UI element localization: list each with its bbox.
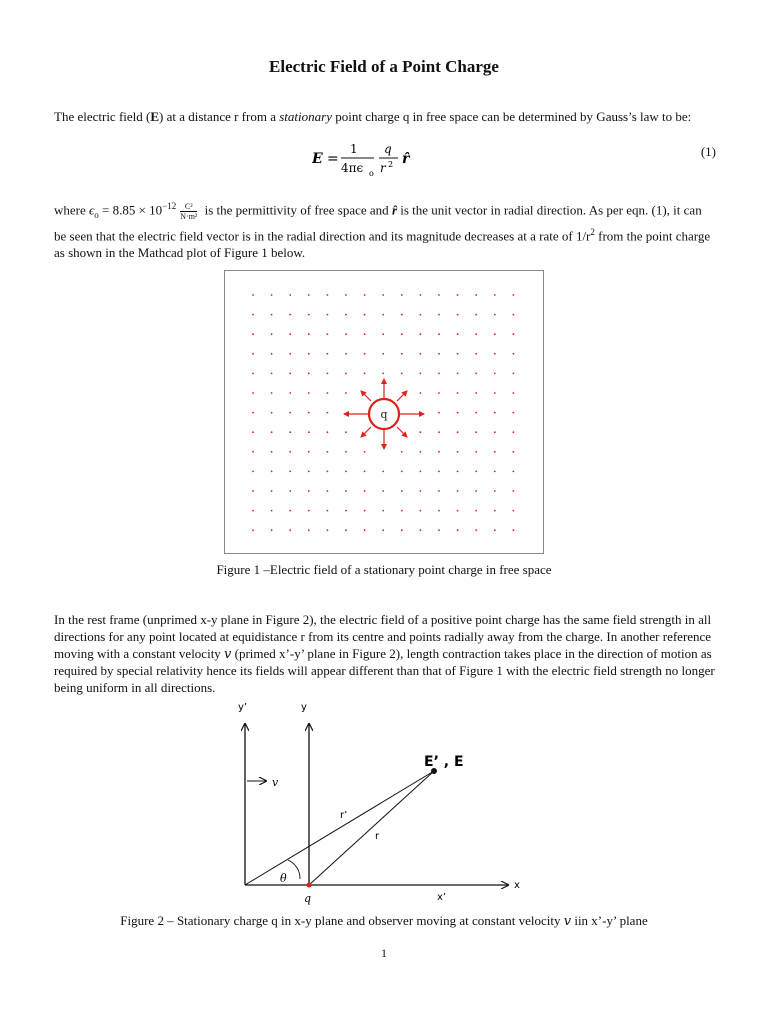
field-dot <box>252 314 254 316</box>
field-dot <box>345 510 347 512</box>
field-dot <box>382 510 384 512</box>
field-dot <box>327 353 329 355</box>
field-dot <box>271 373 273 375</box>
figure-2-caption: Figure 2 – Stationary charge q in x-y plane and observer moving at constant velocity 𝑣 iin x’-y’ plane <box>120 913 648 928</box>
field-dot <box>289 490 291 492</box>
field-dot <box>420 431 422 433</box>
coulomb-equation <box>312 138 462 180</box>
field-dot <box>401 490 403 492</box>
field-dot <box>438 412 440 414</box>
field-dot <box>308 529 310 531</box>
field-dot <box>289 431 291 433</box>
field-dot <box>401 510 403 512</box>
field-dot <box>327 333 329 335</box>
field-dot <box>252 412 254 414</box>
field-dot <box>457 373 459 375</box>
field-dot <box>457 490 459 492</box>
field-arrow-downright <box>397 427 407 437</box>
field-dot <box>252 431 254 433</box>
field-dot <box>513 392 515 394</box>
field-dot <box>382 294 384 296</box>
field-dot <box>420 471 422 473</box>
field-dot <box>327 392 329 394</box>
field-dot <box>252 392 254 394</box>
field-dot <box>252 333 254 335</box>
field-dot <box>457 431 459 433</box>
field-dot <box>475 353 477 355</box>
field-arrow-upleft <box>361 391 371 401</box>
field-dot <box>475 431 477 433</box>
field-dot <box>289 510 291 512</box>
field-dot <box>475 451 477 453</box>
field-dot <box>289 333 291 335</box>
field-dot <box>364 451 366 453</box>
field-dot <box>345 294 347 296</box>
field-dot <box>327 451 329 453</box>
field-dot <box>308 471 310 473</box>
field-dot <box>271 412 273 414</box>
field-dot <box>382 529 384 531</box>
field-dot <box>401 529 403 531</box>
field-dot <box>271 451 273 453</box>
velocity-label: 𝑣 <box>272 776 279 789</box>
intro-paragraph: The electric field (E) at a distance r from a stationary point charge q in free space can be determined by Gauss’s law to be: <box>54 109 692 124</box>
field-dot <box>457 529 459 531</box>
field-arrow-downleft <box>361 427 371 437</box>
field-dot <box>308 412 310 414</box>
axis-label-xprime: x’ <box>437 892 447 903</box>
field-dot <box>420 294 422 296</box>
field-dot <box>327 529 329 531</box>
field-dot <box>513 373 515 375</box>
eq-numerator-q: q <box>384 142 392 156</box>
field-dot <box>420 490 422 492</box>
field-dot <box>494 510 496 512</box>
r-label: r <box>375 831 380 842</box>
field-dot <box>401 451 403 453</box>
field-dot <box>364 510 366 512</box>
field-dot <box>494 412 496 414</box>
axis-label-x: x <box>514 880 520 891</box>
field-dot <box>252 353 254 355</box>
field-dot <box>345 490 347 492</box>
field-dot <box>364 294 366 296</box>
field-dot <box>308 451 310 453</box>
eq-subscript-o: o <box>369 169 374 178</box>
field-dot <box>513 471 515 473</box>
field-dot <box>289 392 291 394</box>
field-dot <box>457 333 459 335</box>
field-dot <box>420 529 422 531</box>
field-dot <box>289 451 291 453</box>
field-dot <box>401 314 403 316</box>
figure-1-caption: Figure 1 –Electric field of a stationary point charge in free space <box>216 562 552 577</box>
field-dot <box>457 314 459 316</box>
field-dot <box>289 529 291 531</box>
field-dot <box>401 353 403 355</box>
field-dot <box>364 314 366 316</box>
field-dot <box>401 294 403 296</box>
field-dot <box>289 314 291 316</box>
field-dot <box>327 490 329 492</box>
field-dot <box>438 392 440 394</box>
field-dot <box>289 353 291 355</box>
field-dot <box>271 353 273 355</box>
field-dot <box>494 314 496 316</box>
field-dot <box>494 392 496 394</box>
field-dot <box>420 392 422 394</box>
field-dot <box>420 353 422 355</box>
field-dot <box>457 471 459 473</box>
field-dot <box>475 294 477 296</box>
eq-denominator-r: r <box>380 161 386 175</box>
eq-numerator-1: 1 <box>350 142 358 156</box>
field-dot <box>438 353 440 355</box>
field-dot <box>327 412 329 414</box>
field-dot <box>513 314 515 316</box>
field-dot <box>438 373 440 375</box>
field-dot <box>438 451 440 453</box>
eq-lhs: E <box>312 151 323 167</box>
equation-number: (1) <box>700 144 716 159</box>
axis-label-yprime: y’ <box>238 702 248 713</box>
field-dot <box>457 451 459 453</box>
field-dot <box>494 294 496 296</box>
field-vector-plot <box>225 271 543 553</box>
field-dot <box>271 490 273 492</box>
field-dot <box>475 510 477 512</box>
field-arrow-upright <box>397 391 407 401</box>
theta-label: 𝜃 <box>280 872 287 885</box>
field-dot <box>308 373 310 375</box>
field-dot <box>252 529 254 531</box>
field-dot <box>513 510 515 512</box>
field-dot <box>364 373 366 375</box>
field-dot <box>271 294 273 296</box>
field-dot <box>494 333 496 335</box>
field-dot <box>475 471 477 473</box>
field-dot <box>494 431 496 433</box>
field-dot <box>475 392 477 394</box>
field-dot <box>475 314 477 316</box>
field-dot <box>308 333 310 335</box>
field-dot <box>513 353 515 355</box>
field-dot <box>289 412 291 414</box>
field-dot <box>327 471 329 473</box>
field-dot <box>513 451 515 453</box>
field-dot <box>252 510 254 512</box>
field-dot <box>345 529 347 531</box>
figure-1-field-plot <box>224 270 544 554</box>
field-dot <box>382 314 384 316</box>
field-dot <box>457 510 459 512</box>
page-number: 1 <box>381 946 387 960</box>
field-dot <box>420 451 422 453</box>
field-point-label: E’ , E <box>424 754 464 770</box>
field-dot <box>327 373 329 375</box>
axis-label-y: y <box>301 702 307 713</box>
unit-fraction: $\frac{\text{C²}}{\text{N·m²}}$ <box>180 201 198 221</box>
field-dot <box>513 529 515 531</box>
field-dot <box>513 294 515 296</box>
field-dot <box>271 471 273 473</box>
angle-arc <box>288 860 300 879</box>
field-dot <box>475 333 477 335</box>
field-dot <box>345 353 347 355</box>
field-dot <box>364 471 366 473</box>
field-dot <box>475 373 477 375</box>
field-dot <box>457 392 459 394</box>
field-dot <box>382 490 384 492</box>
field-dot <box>382 353 384 355</box>
field-dot <box>494 529 496 531</box>
field-dot <box>475 412 477 414</box>
field-dot <box>457 294 459 296</box>
field-dot <box>494 490 496 492</box>
field-dot <box>382 471 384 473</box>
field-dot <box>382 333 384 335</box>
field-dot <box>494 451 496 453</box>
field-dot <box>438 314 440 316</box>
field-dot <box>438 333 440 335</box>
field-dot <box>289 373 291 375</box>
r-prime-label: r’ <box>340 810 348 821</box>
field-dot <box>271 529 273 531</box>
field-dot <box>364 529 366 531</box>
field-dot <box>475 529 477 531</box>
field-dot <box>513 333 515 335</box>
field-dot <box>420 510 422 512</box>
field-dot <box>513 490 515 492</box>
field-dot <box>438 294 440 296</box>
field-dot <box>494 471 496 473</box>
field-dot <box>420 373 422 375</box>
field-dot <box>475 490 477 492</box>
field-dot <box>252 373 254 375</box>
field-dot <box>401 471 403 473</box>
field-dot <box>345 431 347 433</box>
field-dot <box>457 412 459 414</box>
field-dot <box>308 431 310 433</box>
field-dot <box>308 314 310 316</box>
field-dot <box>382 373 384 375</box>
field-dot <box>345 471 347 473</box>
permittivity-paragraph: where $\epsilon_o = 8.85 \times 10^{-12}$ $\frac{\text{C²}}{\text{N·m²}}$ is the permittivity of free space and r̂ is the unit vector in radial direction. As per eqn. (1), it can be seen that the electric field vector is in the radial direction and its magnitude decreases at a rate of $1/r^2$ from the point charge as shown in the Mathcad plot of Figure 1 below. <box>54 201 711 261</box>
field-dot <box>420 333 422 335</box>
field-dot <box>271 510 273 512</box>
field-dot <box>327 510 329 512</box>
field-dot <box>252 294 254 296</box>
relativity-paragraph: In the rest frame (unprimed x-y plane in Figure 2), the electric field of a positive point charge has the same field strength in all directions for any point located at equidistance r from its centre and points radially away from the charge. In another reference moving with a constant velocity 𝑣 (primed x’-y’ plane in Figure 2), length contraction takes place in the direction of motion as required by special relativity hence its fields will appear different than that of Figure 1 with the electric field strength no longer being uniform in all directions. <box>54 612 715 695</box>
field-dot <box>438 490 440 492</box>
field-dot <box>513 412 515 414</box>
field-dot <box>289 471 291 473</box>
field-dot <box>271 333 273 335</box>
field-dot <box>252 490 254 492</box>
field-dot <box>345 392 347 394</box>
field-dot <box>364 353 366 355</box>
field-dot <box>271 314 273 316</box>
field-dot <box>327 314 329 316</box>
eq-unit-vector: r̂ <box>402 151 410 167</box>
field-dot <box>252 451 254 453</box>
field-dot <box>345 451 347 453</box>
field-dot <box>345 373 347 375</box>
field-dot <box>438 471 440 473</box>
field-dot <box>327 431 329 433</box>
page-title: Electric Field of a Point Charge <box>269 57 499 76</box>
eq-denominator-1: 4πϵ <box>341 161 364 175</box>
field-dot <box>420 314 422 316</box>
eq-equals-sign: = <box>327 151 339 167</box>
field-dot <box>364 333 366 335</box>
eq-superscript-2: 2 <box>388 160 394 169</box>
figure-2-diagram <box>0 696 768 912</box>
field-dot <box>271 392 273 394</box>
field-dot <box>364 490 366 492</box>
charge-dot <box>307 883 312 888</box>
field-dot <box>308 392 310 394</box>
charge-q-label: q <box>304 892 312 905</box>
equation-1 <box>54 138 716 178</box>
field-dot <box>457 353 459 355</box>
field-dot <box>308 294 310 296</box>
field-dot <box>289 294 291 296</box>
field-dot <box>513 431 515 433</box>
field-dot <box>401 373 403 375</box>
field-dot <box>252 471 254 473</box>
field-dot <box>345 333 347 335</box>
field-dot <box>438 431 440 433</box>
field-dot <box>494 353 496 355</box>
vector-r <box>309 771 434 885</box>
field-dot <box>494 373 496 375</box>
charge-label: q <box>380 408 388 421</box>
field-dot <box>401 333 403 335</box>
field-dot <box>327 294 329 296</box>
field-dot <box>438 529 440 531</box>
field-dot <box>345 314 347 316</box>
field-dot <box>308 490 310 492</box>
field-dot <box>308 510 310 512</box>
field-dot <box>271 431 273 433</box>
field-dot <box>438 510 440 512</box>
field-dot <box>308 353 310 355</box>
